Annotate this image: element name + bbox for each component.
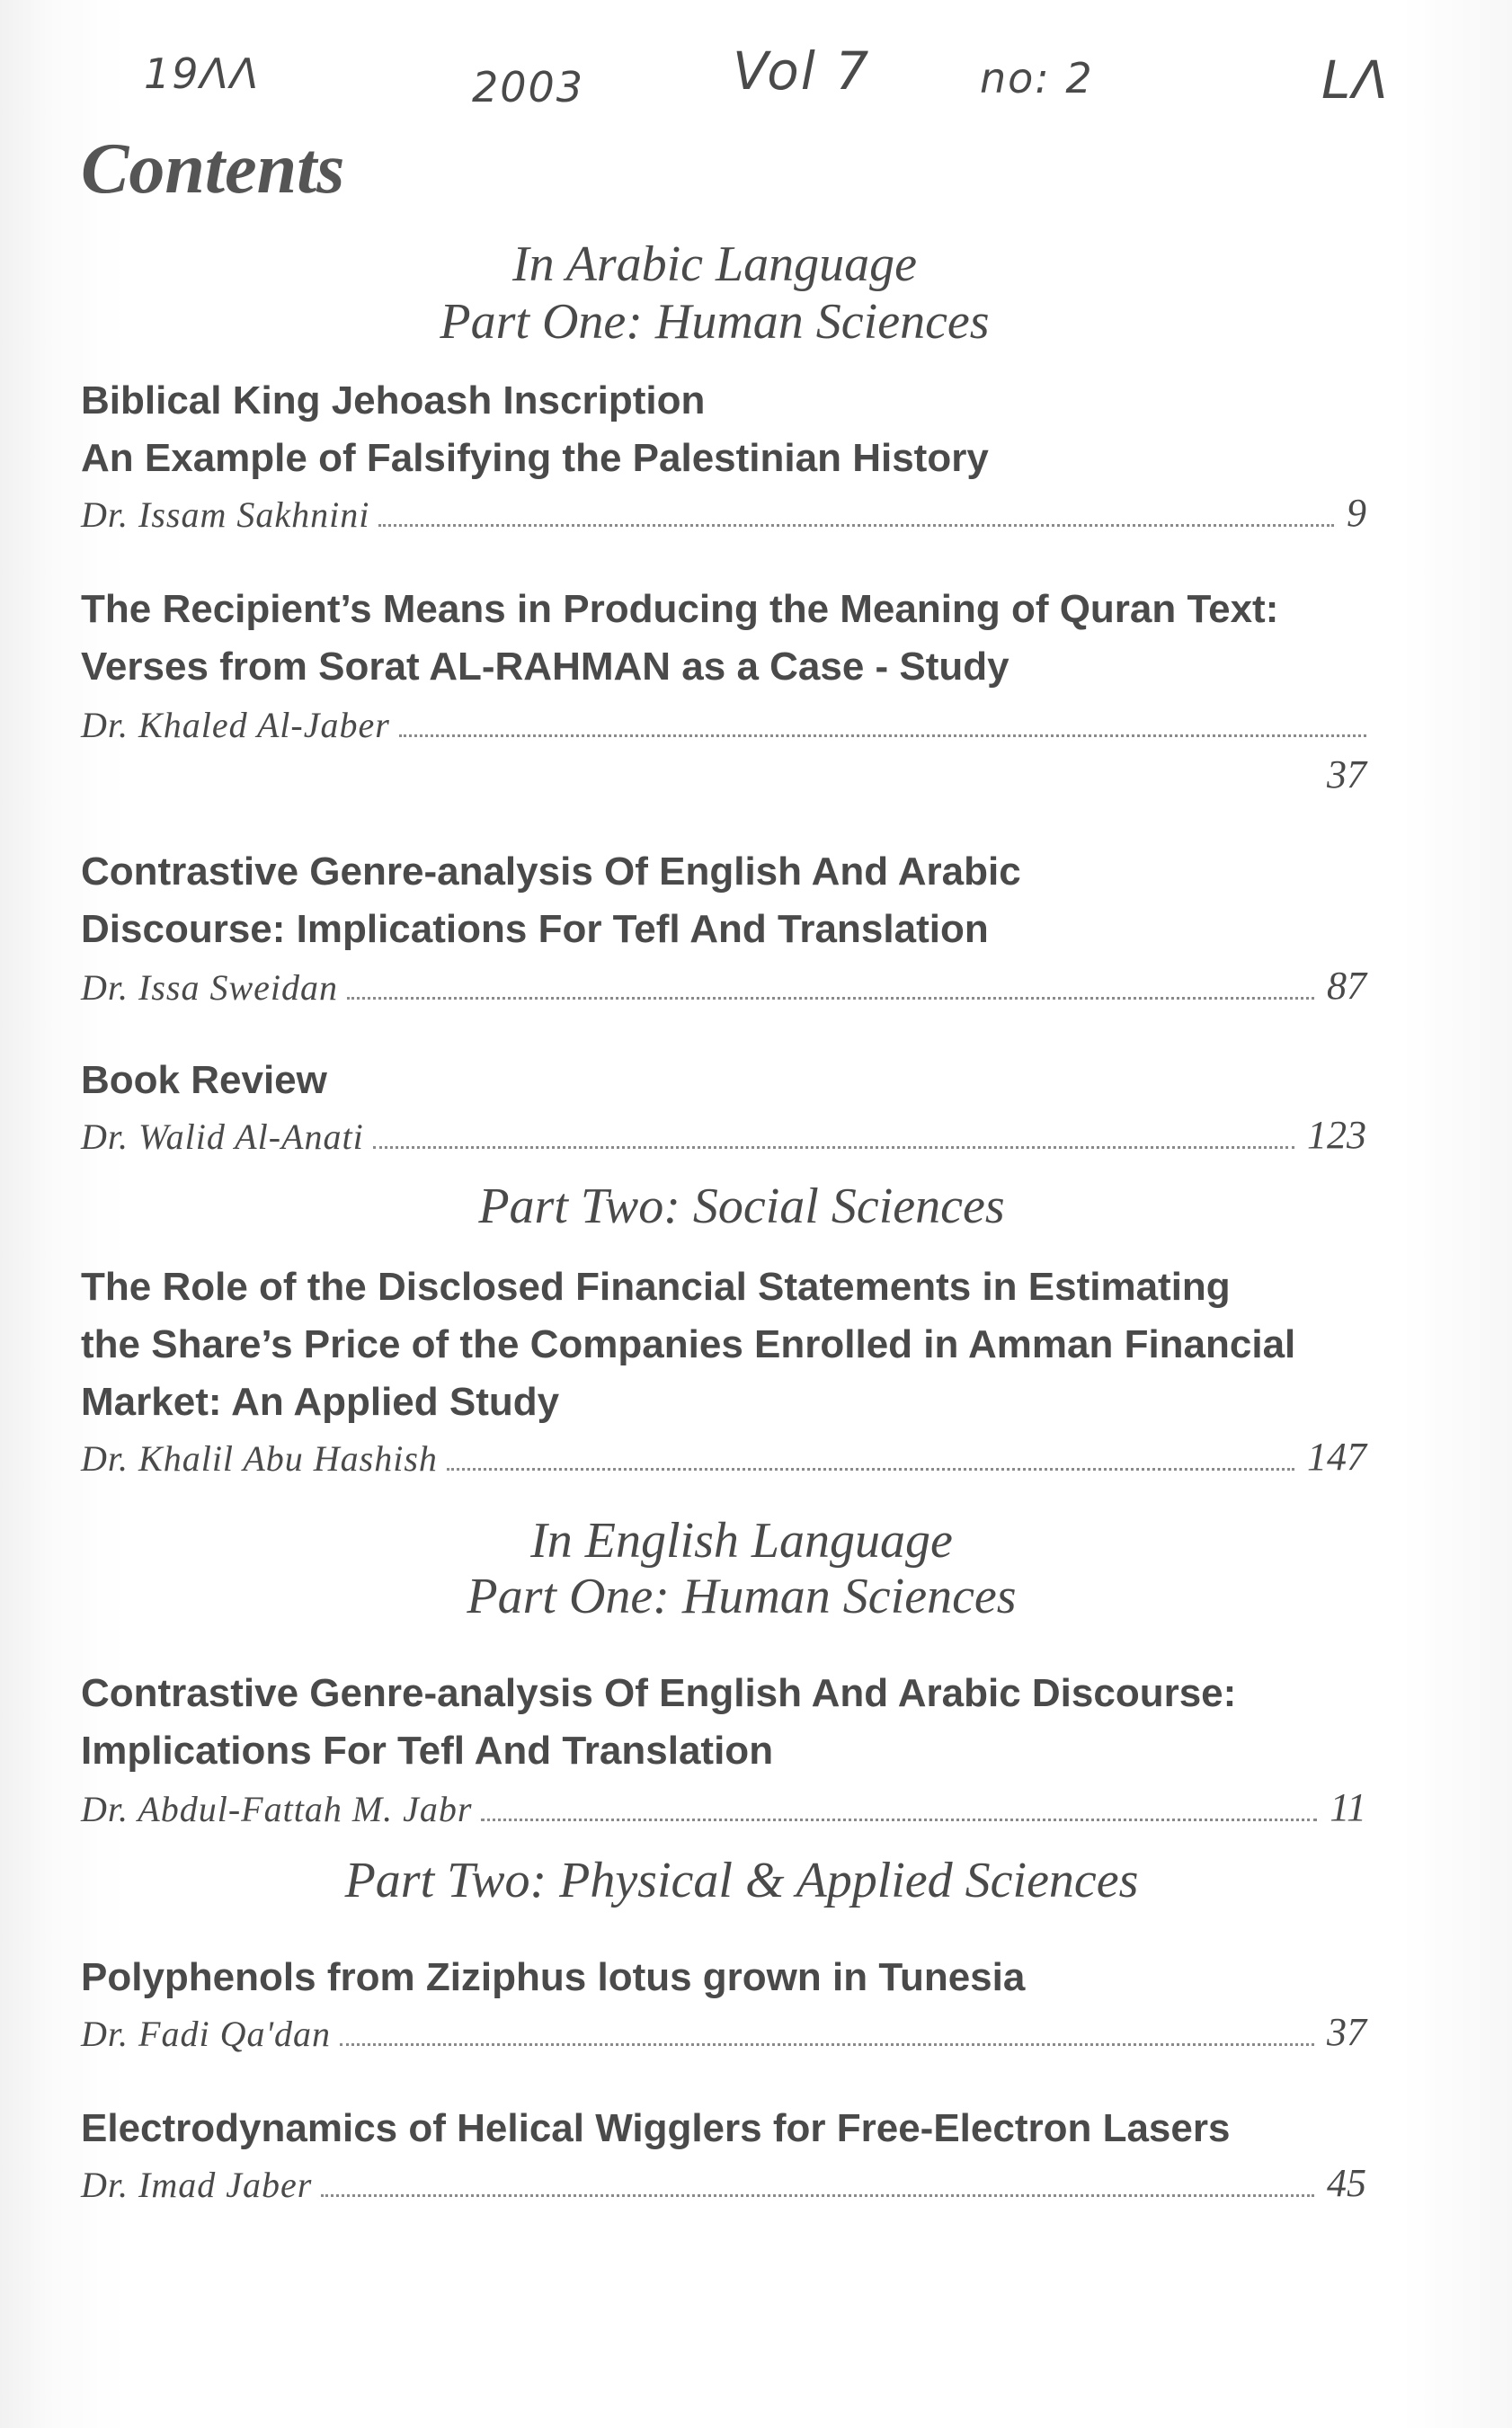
handwritten-note-year: 2003 bbox=[472, 63, 585, 111]
dot-leader bbox=[399, 734, 1366, 737]
article-title-line: Polyphenols from Ziziphus lotus grown in Tunesia bbox=[81, 1955, 1026, 1999]
page-number: 11 bbox=[1330, 1785, 1366, 1829]
article-title bbox=[81, 843, 1366, 958]
handwritten-note-volume: Vol 7 bbox=[733, 40, 871, 102]
article-author: Dr. Abdul-Fattah M. Jabr bbox=[81, 1789, 473, 1829]
article-title bbox=[81, 372, 1366, 487]
article-title-line: Electrodynamics of Helical Wigglers for Free-Electron Lasers bbox=[81, 2106, 1231, 2150]
article-author: Dr. Fadi Qa'dan bbox=[81, 2014, 332, 2054]
toc-entry bbox=[81, 2012, 1366, 2055]
toc-entry bbox=[81, 1115, 1366, 1158]
article-title bbox=[81, 581, 1366, 696]
article-title-line: Verses from Sorat AL-RAHMAN as a Case - Study bbox=[81, 645, 1009, 689]
toc-entry bbox=[81, 1787, 1366, 1830]
article-title-line: An Example of Falsifying the Palestinian History bbox=[81, 436, 989, 480]
article-title-line: The Role of the Disclosed Financial Statements in Estimating bbox=[81, 1265, 1231, 1309]
dot-leader bbox=[347, 996, 1314, 1000]
toc-entry bbox=[81, 1436, 1366, 1480]
page-number: 37 bbox=[1327, 2010, 1366, 2054]
page-number: 37 bbox=[1327, 752, 1366, 796]
article-title-line: Contrastive Genre-analysis Of English And Arabic bbox=[81, 849, 1021, 894]
article-title-line: Biblical King Jehoash Inscription bbox=[81, 378, 706, 422]
article-author: Dr. Issam Sakhnini bbox=[81, 494, 370, 535]
dot-leader bbox=[340, 2042, 1314, 2046]
article-author: Dr. Khalil Abu Hashish bbox=[81, 1438, 438, 1479]
dot-leader bbox=[373, 1145, 1294, 1149]
section-heading-arabic: In Arabic Language bbox=[511, 236, 918, 292]
article-title bbox=[81, 1258, 1411, 1431]
toc-entry bbox=[81, 493, 1366, 536]
article-author: Dr. Issa Sweidan bbox=[81, 967, 339, 1008]
article-title-line: Contrastive Genre-analysis Of English And Arabic Discourse: bbox=[81, 1671, 1237, 1715]
article-title bbox=[81, 1052, 1366, 1109]
page-number: 87 bbox=[1327, 964, 1366, 1008]
article-author: Dr. Walid Al-Anati bbox=[81, 1116, 364, 1157]
article-title-line: Implications For Tefl And Translation bbox=[81, 1729, 774, 1773]
dot-leader bbox=[447, 1467, 1294, 1471]
section-subheading-english-part-one: Part One: Human Sciences bbox=[467, 1569, 1017, 1624]
dot-leader bbox=[378, 523, 1334, 527]
article-title bbox=[81, 1665, 1411, 1780]
section-heading-english: In English Language bbox=[530, 1513, 953, 1569]
article-title-line: Book Review bbox=[81, 1058, 327, 1102]
toc-entry bbox=[81, 2163, 1366, 2206]
handwritten-note-number: no: 2 bbox=[980, 54, 1094, 102]
section-subheading-english-part-two: Part Two: Physical & Applied Sciences bbox=[344, 1853, 1139, 1908]
page-number: 45 bbox=[1327, 2161, 1366, 2205]
article-title-line: The Recipient’s Means in Producing the Meaning of Quran Text: bbox=[81, 587, 1279, 631]
handwritten-note-mark: LΛ bbox=[1321, 49, 1390, 111]
article-title-line: Market: An Applied Study bbox=[81, 1380, 560, 1424]
article-title-line: the Share’s Price of the Companies Enrolled in Amman Financial bbox=[81, 1322, 1296, 1366]
dot-leader bbox=[481, 1818, 1317, 1821]
page-number: 123 bbox=[1307, 1113, 1366, 1157]
dot-leader bbox=[321, 2193, 1314, 2197]
article-author: Dr. Khaled Al-Jaber bbox=[81, 705, 390, 745]
section-subheading-arabic-part-one: Part One: Human Sciences bbox=[440, 294, 990, 350]
article-title bbox=[81, 2100, 1366, 2157]
section-subheading-arabic-part-two: Part Two: Social Sciences bbox=[478, 1178, 1005, 1234]
toc-entry bbox=[81, 965, 1366, 1009]
article-title bbox=[81, 1949, 1366, 2006]
page-number: 147 bbox=[1307, 1435, 1366, 1479]
handwritten-note-year-hijri: 19ΛΛ bbox=[144, 49, 261, 98]
article-author: Dr. Imad Jaber bbox=[81, 2165, 313, 2205]
article-title-line: Discourse: Implications For Tefl And Translation bbox=[81, 907, 989, 951]
page-number: 9 bbox=[1347, 491, 1366, 535]
toc-entry bbox=[81, 703, 1366, 746]
page-title: Contents bbox=[81, 129, 345, 209]
